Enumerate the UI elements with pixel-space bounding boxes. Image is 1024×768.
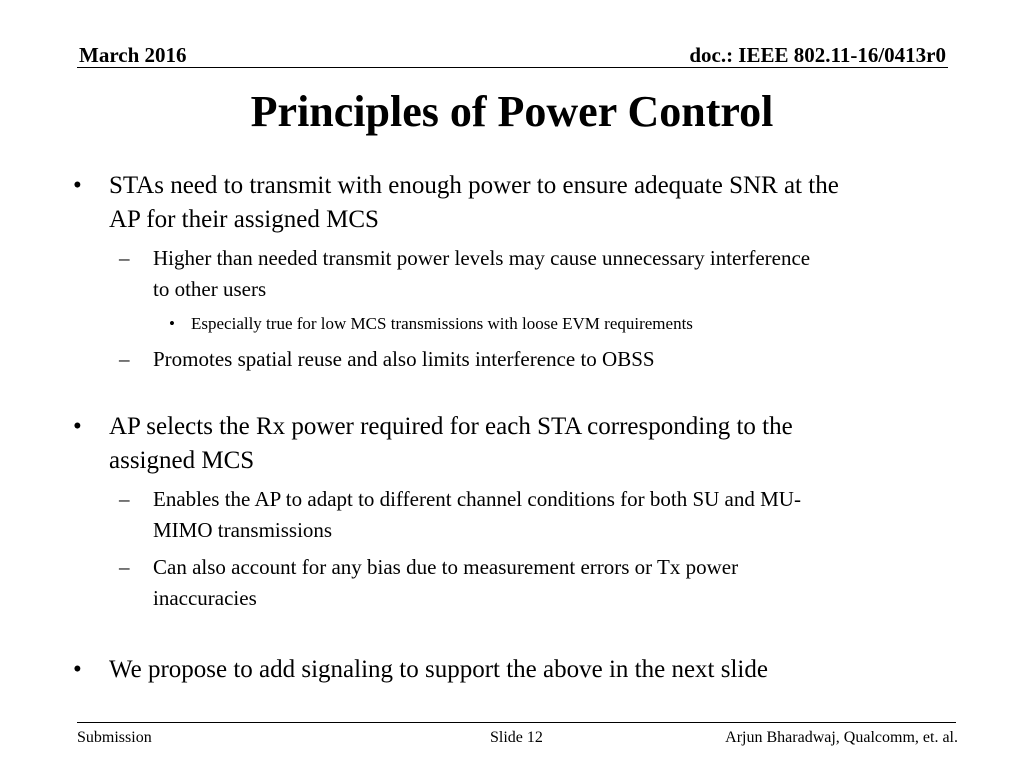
footer-slide-number: Slide 12 [490,729,543,746]
sub-bullet-text-line: Can also account for any bias due to measurement errors or Tx power [153,555,739,579]
bullet-marker: • [73,413,82,440]
bullet-text-line: STAs need to transmit with enough power to ensure adequate SNR at the [109,172,839,199]
sub-bullet-text-line: to other users [153,277,267,301]
bullet-text-line: assigned MCS [109,447,255,474]
footer-submission: Submission [77,729,152,746]
sub-bullet-marker: – [119,246,130,270]
bullet-text-line: We propose to add signaling to support the above in the next slide [109,656,768,683]
sub-sub-bullet-marker: • [169,314,175,333]
sub-bullet-text-line: Higher than needed transmit power levels may cause unnecessary interference [153,246,811,270]
sub-bullet-marker: – [119,487,130,511]
sub-bullet-text-line: Enables the AP to adapt to different channel conditions for both SU and MU- [153,487,801,511]
sub-bullet-text-line: MIMO transmissions [153,518,333,542]
bullet-text-line: AP selects the Rx power required for each STA corresponding to the [109,413,793,440]
footer-authors: Arjun Bharadwaj, Qualcomm, et. al. [725,729,958,746]
slide-title: Principles of Power Control [250,87,774,136]
sub-bullet-text-line: inaccuracies [153,586,257,610]
sub-bullet-text-line: Promotes spatial reuse and also limits interference to OBSS [153,347,655,371]
bullet-marker: • [73,172,82,199]
sub-bullet-marker: – [119,347,130,371]
footer-divider [77,722,956,723]
header-doc-id: doc.: IEEE 802.11-16/0413r0 [689,43,946,67]
header-divider [77,67,948,68]
bullet-text-line: AP for their assigned MCS [109,206,379,233]
bullet-marker: • [73,656,82,683]
header-date: March 2016 [79,43,187,67]
sub-sub-bullet-text-line: Especially true for low MCS transmissions with loose EVM requirements [191,314,693,333]
sub-bullet-marker: – [119,555,130,579]
